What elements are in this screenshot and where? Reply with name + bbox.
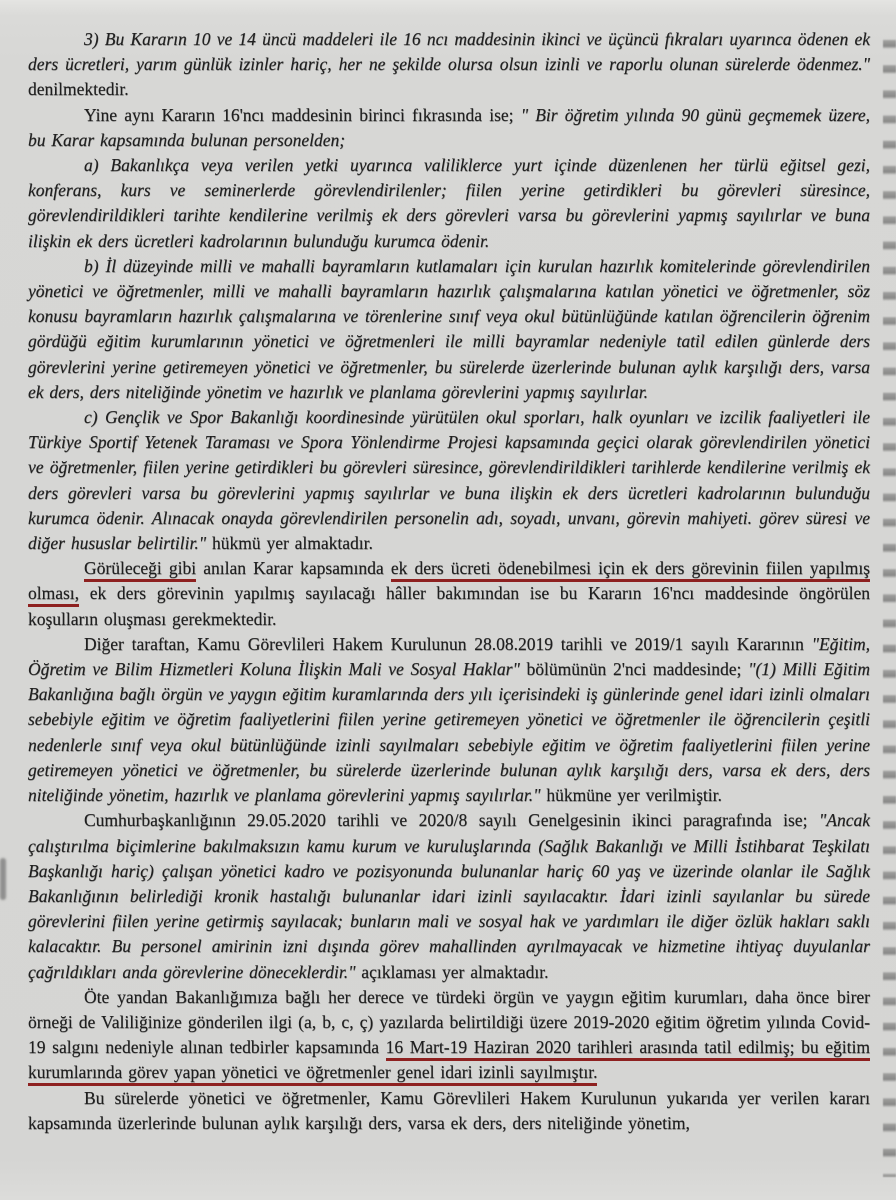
text-segment: b) İl düzeyinde milli ve mahalli bayramların kutlamaları için kurulan hazırlık komitelerinde görevlendirilen yönetici ve öğretmenler, milli ve mahalli bayramların hazırlık çalışmalarına katılan yönetici ve öğretmenler, söz konusu bayramların hazırlık çalışmalarına ve törenlerine sınıf veya okul bütünlüğünde katılan öğrencilerin öğrenim gördüğü eğitim kurumlarının yönetici ve öğretmenleri ile milli bayramlar nedeniyle tatil edilen günlerde ders görevlerini yerine getiremeyen yönetici ve öğretmenler, bu sürelerde üzerlerinde bulunan aylık karşılığı ders, varsa ek ders, ders niteliğinde yönetim ve hazırlık ve planlama görevlerini yapmış sayılırlar. (28, 255, 870, 402)
text-segment: açıklaması yer almaktadır. (355, 961, 549, 982)
text-segment: a) Bakanlıkça veya verilen yetki uyarınca valiliklerce yurt içinde düzenlenen her türlü eğitsel gezi, konferans, kurs ve seminerlerde görevlendirilenler; fiilen yerine getirdikleri bu görevleri süresince, görevlendirildikleri tarihte kendilerine verilmiş ek ders görevleri varsa bu görevlerini yapmış sayılırlar ve buna ilişkin ek ders ücretleri kadrolarının bulunduğu kurumca ödenir. (28, 155, 870, 251)
text-segment: anılan Karar kapsamında (196, 558, 391, 579)
text-segment: denilmektedir. (28, 79, 129, 100)
text-segment: " Bir öğretim yılında 90 günü geçmemek üzere, bu Karar kapsamında bulunan personelden; (28, 104, 870, 150)
text-segment: hükmü yer almaktadır. (206, 533, 373, 554)
red-underline-annotation: Görüleceği gibi (84, 558, 196, 582)
paragraph (28, 405, 870, 556)
text-segment: "Ancak çalıştırılma biçimlerine bakılmaksızın kamu kurum ve kuruluşlarında (Sağlık Bakanlığı ve Milli İstihbarat Teşkilatı Başkanlığı hariç) çalışan yönetici kadro ve pozisyonunda bulunanlar hariç 60 yaş ve üzerinde olanlar ile Sağlık Bakanlığının belirlediği kronik hastalığı bulunanlar idari izinli sayılacaktır. İdari izinli sayılanlar bu sürede görevlerini fiilen yerine getirmiş sayılacak; bunların mali ve sosyal hak ve yardımları ile diğer özlük hakları saklı kalacaktır. Bu personel amirinin izni dışında görev mahallinden ayrılmayacak ve hizmetine ihtiyaç duyulanlar çağrıldıkları anda görevlerine döneceklerdir." (28, 810, 870, 982)
text-segment: Öte yandan Bakanlığımıza bağlı her derece ve türdeki örgün ve yaygın eğitim kurumları, daha önce birer örneği de Valiliğinize gönderilen ilgi (a, b, c, ç) yazılarda belirtildiği üzere 2019-2020 eğitim öğretim yılında Covid-19 salgını nedeniyle alınan tedbirler kapsamında (28, 986, 870, 1058)
paragraph (28, 1086, 870, 1136)
text-segment: 3) Bu Kararın 10 ve 14 üncü maddeleri ile 16 ncı maddesinin ikinci ve üçüncü fıkraları uyarınca ödenen ek ders ücretleri, yarım günlük izinler hariç, her ne şekilde olursa olsun izinli ve raporlu olunan sürelerde ödenmez." (28, 29, 870, 75)
paragraph (28, 153, 870, 254)
red-underline-annotation: 16 Mart-19 Haziran 2020 tarihleri arasında tatil edilmiş; bu eğitim kurumlarında görev yapan yönetici ve öğretmenler genel idari izinli sayılmıştır. (28, 1037, 870, 1086)
paragraph (28, 103, 870, 153)
paragraph (28, 27, 870, 103)
text-segment: Yine aynı Kararın 16'ncı maddesinin birinci fıkrasında ise; (84, 104, 521, 125)
paragraph (28, 556, 870, 632)
text-segment: hükmüne yer verilmiştir. (540, 785, 722, 806)
paragraph (28, 632, 870, 808)
paragraph (28, 985, 870, 1086)
red-underline-annotation: ek ders ücreti ödenebilmesi için ek ders görevinin fiilen yapılmış olması, (28, 558, 870, 607)
text-segment: ek ders görevinin yapılmış sayılacağı hâller bakımından ise bu Kararın 16'ncı maddesinde öngörülen koşulların oluşması gerekmektedir. (28, 583, 870, 629)
text-segment: "Eğitim, Öğretim ve Bilim Hizmetleri Koluna İlişkin Mali ve Sosyal Haklar" (28, 633, 870, 680)
document-body (28, 27, 870, 1136)
text-segment: bölümünün 2'nci maddesinde; (519, 659, 749, 680)
text-segment: Cumhurbaşkanlığının 29.05.2020 tarihli ve 2020/8 sayılı Genelgesinin ikinci paragrafında ise; (84, 810, 819, 831)
text-segment: c) Gençlik ve Spor Bakanlığı koordinesinde yürütülen okul sporları, halk oyunları ve izcilik faaliyetleri ile Türkiye Sportif Yetenek Taraması ve Spora Yönlendirme Projesi kapsamında geçici olarak görevlendirilen yönetici ve öğretmenler, fiilen yerine getirdikleri bu görevleri süresince, görevlendirildikleri tarihlerde kendilerine verilmiş ek ders görevleri varsa bu görevlerini yapmış sayılırlar ve buna ilişkin ek ders ücretleri kadrolarının bulunduğu kurumca ödenir. Alınacak onayda görevlendirilen personelin adı, soyadı, unvanı, görevin mahiyeti. görev süresi ve diğer hususlar belirtilir." (28, 407, 870, 554)
scan-edge-artifact (883, 32, 896, 1177)
text-segment: Bu sürelerde yönetici ve öğretmenler, Kamu Görevlileri Hakem Kurulunun yukarıda yer verilen kararı kapsamında üzerlerinde bulunan aylık karşılığı ders, varsa ek ders, ders niteliğinde yönetim, (28, 1087, 870, 1133)
paragraph (28, 254, 870, 405)
scan-edge-artifact-left (0, 858, 6, 900)
text-segment: "(1) Milli Eğitim Bakanlığına bağlı örgün ve yaygın eğitim kuramlarında ders yılı içerisindeki iş günlerinde genel idari izinli olmaları sebebiyle eğitim ve öğretim faaliyetlerini fiilen yerine getiremeyen yönetici ve öğretmenler ile öğrencilerin çeşitli nedenlerle sınıf veya okul bütünlüğünde izinli sayılmaları sebebiyle eğitim ve öğretim faaliyetlerini fiilen yerine getiremeyen yönetici ve öğretmenler, bu sürelerde üzerlerinde bulunan aylık karşılığı ders, varsa ek ders, ders niteliğinde yönetim, hazırlık ve planlama görevlerini yapmış sayılırlar." (28, 659, 870, 806)
paragraph (28, 808, 870, 984)
text-segment: Diğer taraftan, Kamu Görevlileri Hakem Kurulunun 28.08.2019 tarihli ve 2019/1 sayılı Kararının (84, 633, 812, 654)
